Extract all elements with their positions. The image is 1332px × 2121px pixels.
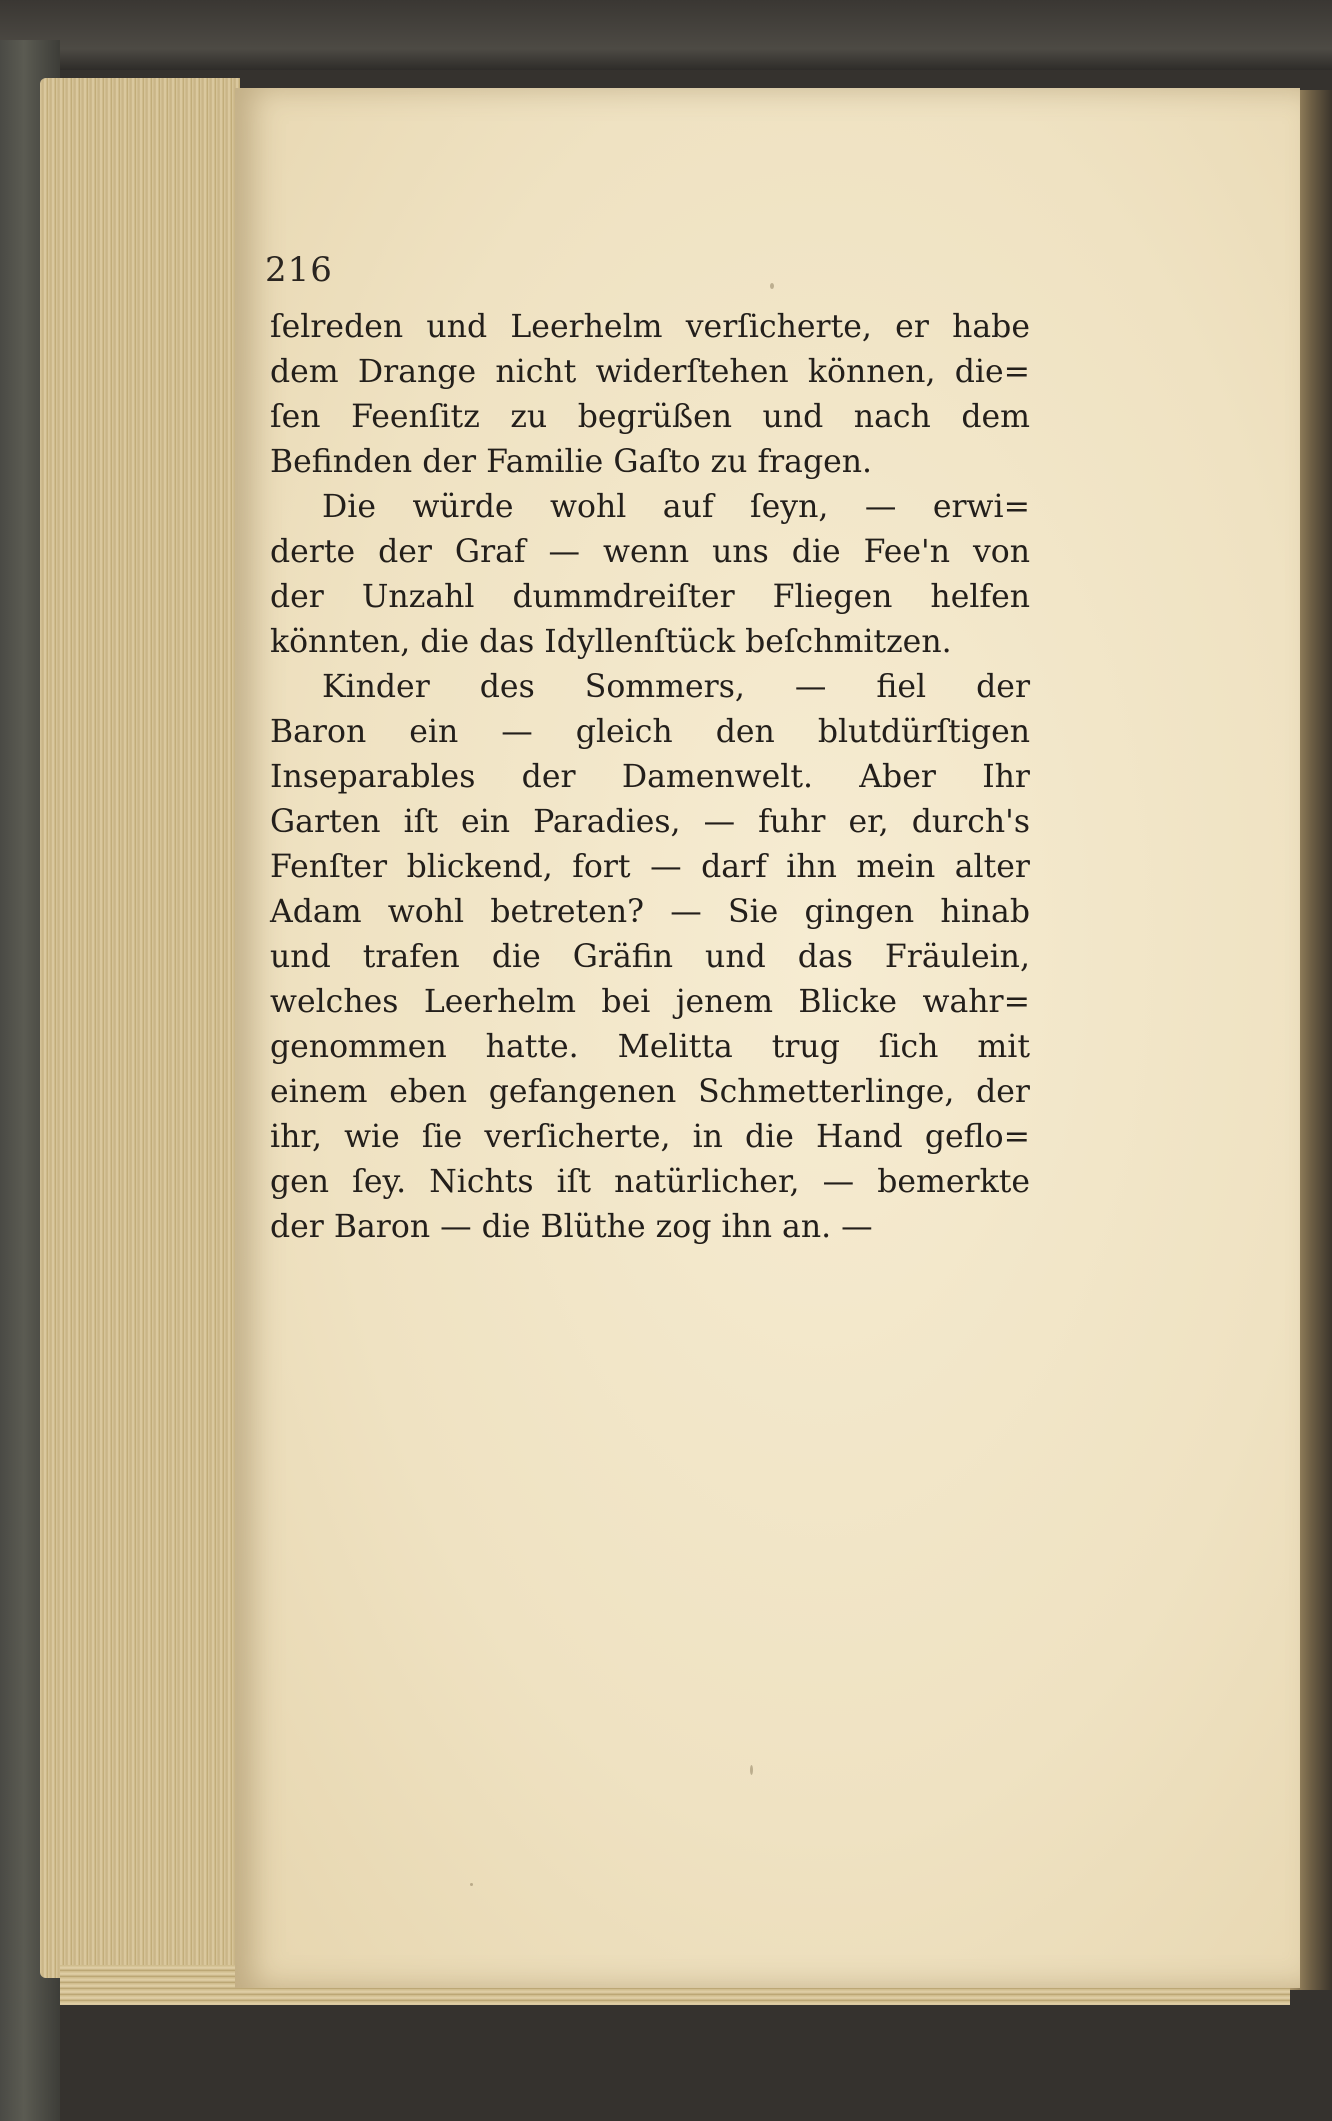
paper-speck <box>750 1765 753 1775</box>
text-line: derte der Graf — wenn uns die Fee'n von <box>270 534 1030 570</box>
paper-speck <box>770 283 774 289</box>
page-stack-left <box>40 78 240 1978</box>
text-line: gen ſey. Nichts iſt natürlicher, — bemerkte <box>270 1164 1030 1200</box>
text-line: Die würde wohl auf ſeyn, — erwi= <box>322 489 1030 525</box>
page-text <box>270 305 1030 1250</box>
text-line: Kinder des Sommers, — fiel der <box>322 669 1030 705</box>
book-cover-top <box>0 0 1332 70</box>
text-line: einem eben gefangenen Schmetterlinge, der <box>270 1074 1030 1110</box>
text-line: und trafen die Gräfin und das Fräulein, <box>270 939 1030 975</box>
text-line: dem Drange nicht widerſtehen können, die= <box>270 354 1030 390</box>
text-line: ſelreden und Leerhelm verſicherte, er habe <box>270 309 1030 345</box>
text-line: der Baron — die Blüthe zog ihn an. — <box>270 1209 873 1245</box>
text-line: Befinden der Familie Gaſto zu fragen. <box>270 444 873 480</box>
text-line: welches Leerhelm bei jenem Blicke wahr= <box>270 984 1030 1020</box>
text-line: Baron ein — gleich den blutdürſtigen <box>270 714 1030 750</box>
text-line: Garten iſt ein Paradies, — fuhr er, durch's <box>270 804 1030 840</box>
page-number: 216 <box>265 250 333 290</box>
text-line: genommen hatte. Melitta trug ſich mit <box>270 1029 1030 1065</box>
text-line: ihr, wie ſie verſicherte, in die Hand geflo= <box>270 1119 1030 1155</box>
text-line: der Unzahl dummdreiſter Fliegen helfen <box>270 579 1030 615</box>
text-line: Adam wohl betreten? — Sie gingen hinab <box>270 894 1030 930</box>
text-line: ſen Feenſitz zu begrüßen und nach dem <box>270 399 1030 435</box>
text-line: Inseparables der Damenwelt. Aber Ihr <box>270 759 1030 795</box>
paper-speck <box>470 1883 473 1886</box>
text-line: könnten, die das Idyllenſtück beſchmitzen. <box>270 624 952 660</box>
text-line: Fenſter blickend, fort — darf ihn mein alter <box>270 849 1030 885</box>
